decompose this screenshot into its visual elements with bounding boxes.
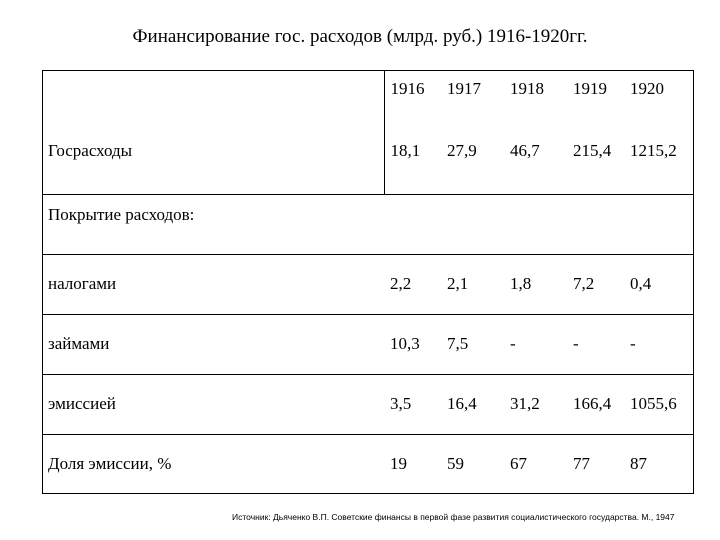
table-cell: 215,4 [573, 140, 612, 160]
table-row [42, 374, 694, 434]
table-row [42, 194, 694, 254]
table-row [42, 108, 694, 194]
row-label: Доля эмиссии, % [42, 434, 384, 494]
table-cell: - [504, 314, 567, 374]
table-cell: 67 [504, 434, 567, 494]
table-cell: 18,1 [384, 108, 441, 194]
table-row [42, 314, 694, 374]
table-cell: 0,4 [624, 254, 694, 314]
source-note: Источник: Дьяченко В.П. Советские финансы в первой фазе развития социалистического государства. М., 1947 [232, 512, 675, 522]
table-cell: 31,2 [504, 374, 567, 434]
table-cell: 27,9 [447, 140, 477, 160]
year-header: 1916 [384, 70, 441, 108]
header-row [42, 70, 694, 108]
row-label: эмиссией [42, 374, 384, 434]
page-title: Финансирование гос. расходов (млрд. руб.) 1916-1920гг. [132, 26, 588, 47]
year-header: 1918 [510, 79, 544, 98]
table-cell: 7,5 [441, 314, 504, 374]
table-cell: 46,7 [510, 140, 540, 160]
header-empty-cell [42, 70, 384, 108]
year-header: 1917 [447, 79, 481, 98]
table-cell: 2,2 [384, 254, 441, 314]
table-cell: 7,2 [567, 254, 624, 314]
table-cell: - [567, 314, 624, 374]
row-label: налогами [42, 254, 384, 314]
table-cell: 16,4 [441, 374, 504, 434]
table-cell: 3,5 [384, 374, 441, 434]
table-cell: 77 [567, 434, 624, 494]
year-header: 1919 [573, 79, 607, 98]
table-cell: 87 [624, 434, 694, 494]
table-cell: 1055,6 [624, 374, 694, 434]
row-label: Покрытие расходов: [42, 194, 694, 254]
year-header: 1920 [630, 79, 664, 98]
table-cell: 166,4 [567, 374, 624, 434]
table-cell: 10,3 [384, 314, 441, 374]
table-cell: 2,1 [441, 254, 504, 314]
table-cell: 1215,2 [630, 140, 677, 160]
finance-table [42, 70, 694, 494]
table-cell: - [624, 314, 694, 374]
table-cell: 19 [384, 434, 441, 494]
row-label: Госрасходы [48, 140, 133, 160]
table-cell: 59 [441, 434, 504, 494]
row-label: займами [42, 314, 384, 374]
table-row [42, 434, 694, 494]
table-row [42, 254, 694, 314]
table-cell: 1,8 [504, 254, 567, 314]
